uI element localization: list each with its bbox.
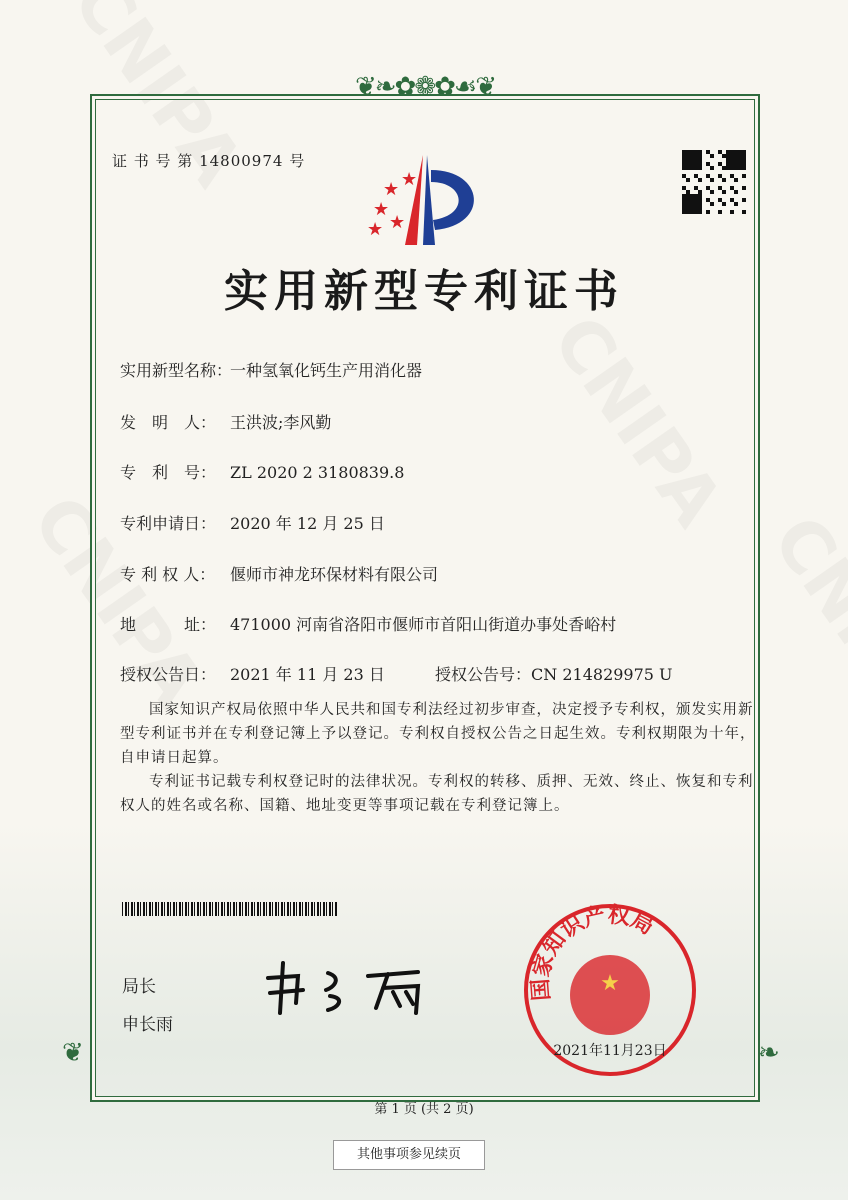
seal-date: 2021年11月23日: [553, 1043, 667, 1059]
continuation-note: 其他事项参见续页: [333, 1140, 485, 1170]
corner-ornament-left: ❦: [62, 1038, 84, 1068]
page-number: 第 1 页 (共 2 页): [374, 1102, 474, 1117]
body-paragraph: 国家知识产权局依照中华人民共和国专利法经过初步审查，决定授予专利权，颁发实用新型专利证书并在专利登记簿上予以登记。专利权自授权公告之日起生效。专利权期限为十年，自申请日起算。: [120, 702, 756, 766]
svg-text:★: ★: [367, 219, 384, 240]
field-value: 471000 河南省洛阳市偃师市首阳山街道办事处香峪村: [230, 615, 617, 634]
svg-text:★: ★: [373, 199, 390, 220]
svg-text:★: ★: [383, 179, 400, 200]
field-label: 地 址：: [120, 615, 217, 634]
field-label: 授权公告日：: [120, 665, 217, 684]
svg-text:★: ★: [600, 971, 620, 996]
certificate-number: 证 书 号 第 14800974 号: [112, 152, 306, 170]
field-row: [120, 612, 616, 635]
barcode: [122, 902, 337, 916]
corner-ornament-right: ❧: [758, 1038, 780, 1068]
cnipa-logo: [365, 150, 490, 250]
field-value: ZL 2020 2 3180839.8: [230, 463, 405, 482]
top-ornament: ❦❧✿❁✿☙❦: [354, 72, 496, 102]
signatory-role: 局长: [122, 977, 156, 997]
field-row: [120, 562, 438, 585]
field-row: [120, 460, 404, 483]
field-row: [120, 410, 331, 433]
qr-code: [682, 150, 746, 214]
field-label: 发 明 人：: [120, 413, 217, 432]
field-value: 一种氢氧化钙生产用消化器: [230, 361, 423, 380]
field-row: [120, 511, 385, 534]
field-label: 专 利 权 人：: [120, 565, 216, 584]
field-value: 偃师市神龙环保材料有限公司: [230, 565, 439, 584]
official-seal: [520, 900, 700, 1080]
seal-text: 国家知识产权局: [527, 901, 659, 1002]
field-label: 专利申请日：: [120, 514, 217, 533]
page-title: 实用新型专利证书: [224, 266, 624, 317]
field-label: 专 利 号：: [120, 463, 217, 482]
signature: [258, 958, 438, 1018]
field-row: [120, 358, 422, 381]
field-value: 王洪波;李风勤: [230, 413, 332, 432]
announcement-number: 授权公告号：CN 214829975 U: [435, 665, 673, 684]
field-value: 2020 年 12 月 25 日: [230, 514, 385, 533]
watermark: [757, 501, 848, 741]
field-value: 2021 年 11 月 23 日: [230, 665, 385, 684]
body-paragraph: 专利证书记载专利权登记时的法律状况。专利权的转移、质押、无效、终止、恢复和专利权人的姓名或名称、国籍、地址变更等事项记载在专利登记簿上。: [120, 774, 754, 814]
signatory-name: 申长雨: [122, 1015, 173, 1035]
svg-text:★: ★: [401, 169, 418, 190]
field-label: 实用新型名称：: [120, 361, 233, 380]
svg-text:★: ★: [389, 212, 406, 233]
field-row: [120, 662, 385, 685]
